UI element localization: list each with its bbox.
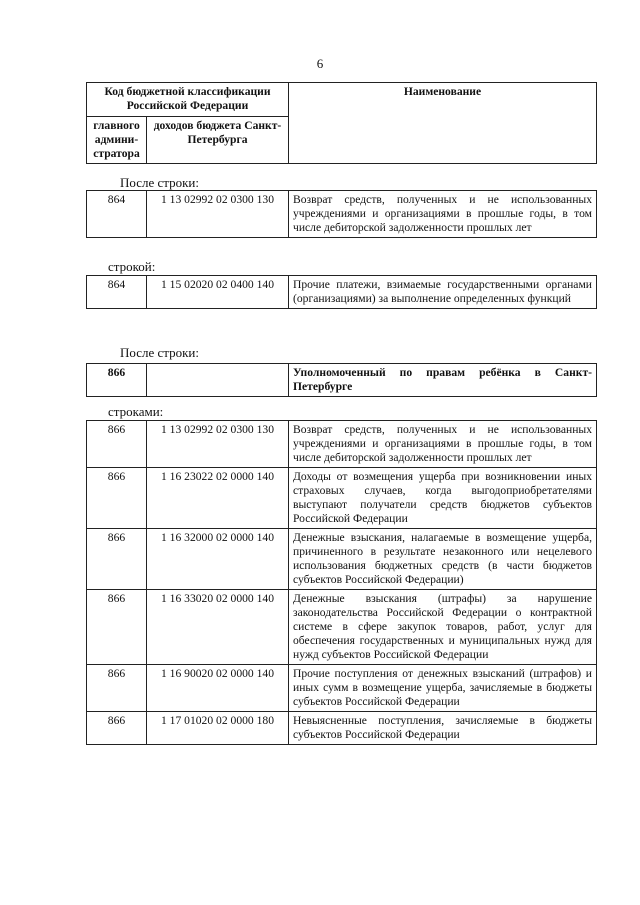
income-code-cell: 1 17 01020 02 0000 180 [147, 712, 289, 745]
header-income-cell: доходов бюджета Санкт-Петербурга [147, 117, 289, 164]
income-code-cell: 1 16 33020 02 0000 140 [147, 590, 289, 665]
label-after-row-2: После строки: [120, 345, 199, 360]
table-row [87, 712, 597, 745]
income-code-cell: 1 16 32000 02 0000 140 [147, 529, 289, 590]
income-code-cell: 1 13 02992 02 0300 130 [147, 421, 289, 468]
income-code-cell: 1 13 02992 02 0300 130 [147, 191, 289, 238]
admin-code-cell: 866 [87, 665, 147, 712]
name-cell: Доходы от возмещения ущерба при возникновении иных страховых случаев, когда выгодоприобретателями выступают получатели средств бюджетов субъектов Российской Федерации [289, 468, 597, 529]
admin-code-cell: 866 [87, 468, 147, 529]
income-code-cell [147, 364, 289, 397]
table-row [87, 191, 597, 238]
table-row [87, 590, 597, 665]
header-admin-cell: главного админи-стратора [87, 117, 147, 164]
name-cell: Возврат средств, полученных и не использованных учреждениями и организациями в прошлые годы, в том числе дебиторской задолженности прошлых лет [289, 191, 597, 238]
table-row [87, 421, 597, 468]
admin-code-cell: 866 [87, 529, 147, 590]
table-row [87, 665, 597, 712]
table-row [87, 276, 597, 309]
header-table [86, 82, 597, 164]
name-cell: Невыясненные поступления, зачисляемые в бюджеты субъектов Российской Федерации [289, 712, 597, 745]
header-group-cell: Код бюджетной классификации Российской Федерации [87, 83, 289, 117]
label-after-row-1: После строки: [120, 175, 199, 190]
name-cell: Прочие платежи, взимаемые государственными органами (организациями) за выполнение определенных функций [289, 276, 597, 309]
block2-rows-table [86, 420, 597, 745]
header-name-cell: Наименование [289, 83, 597, 164]
admin-code-cell: 866 [87, 590, 147, 665]
label-with-rows: строками: [108, 404, 164, 419]
table-row [87, 364, 597, 397]
name-cell: Возврат средств, полученных и не использованных учреждениями и организациями в прошлые годы, в том числе дебиторской задолженности прошлых лет [289, 421, 597, 468]
income-code-cell: 1 15 02020 02 0400 140 [147, 276, 289, 309]
block2-after-table [86, 363, 597, 397]
admin-code-cell: 864 [87, 191, 147, 238]
name-cell: Прочие поступления от денежных взысканий (штрафов) и иных сумм в возмещение ущерба, зачисляемые в бюджеты субъектов Российской Федерации [289, 665, 597, 712]
table-row [87, 529, 597, 590]
name-cell: Денежные взыскания, налагаемые в возмещение ущерба, причиненного в результате незаконного или нецелевого использования бюджетных средств (в части бюджетов субъектов Российской Федерации) [289, 529, 597, 590]
admin-code-cell: 864 [87, 276, 147, 309]
page-number: 6 [316, 56, 324, 71]
name-cell: Денежные взыскания (штрафы) за нарушение законодательства Российской Федерации о контрактной системе в сфере закупок товаров, работ, услуг для обеспечения государственных и муниципальных нужд для нужд субъектов Российской Федерации [289, 590, 597, 665]
income-code-cell: 1 16 90020 02 0000 140 [147, 665, 289, 712]
admin-code-cell: 866 [87, 421, 147, 468]
admin-code-cell: 866 [87, 364, 147, 397]
block1-after-table [86, 190, 597, 238]
block1-insert-table [86, 275, 597, 309]
table-row [87, 468, 597, 529]
label-with-row: строкой: [108, 259, 156, 274]
admin-code-cell: 866 [87, 712, 147, 745]
name-cell: Уполномоченный по правам ребёнка в Санкт-Петербурге [289, 364, 597, 397]
income-code-cell: 1 16 23022 02 0000 140 [147, 468, 289, 529]
